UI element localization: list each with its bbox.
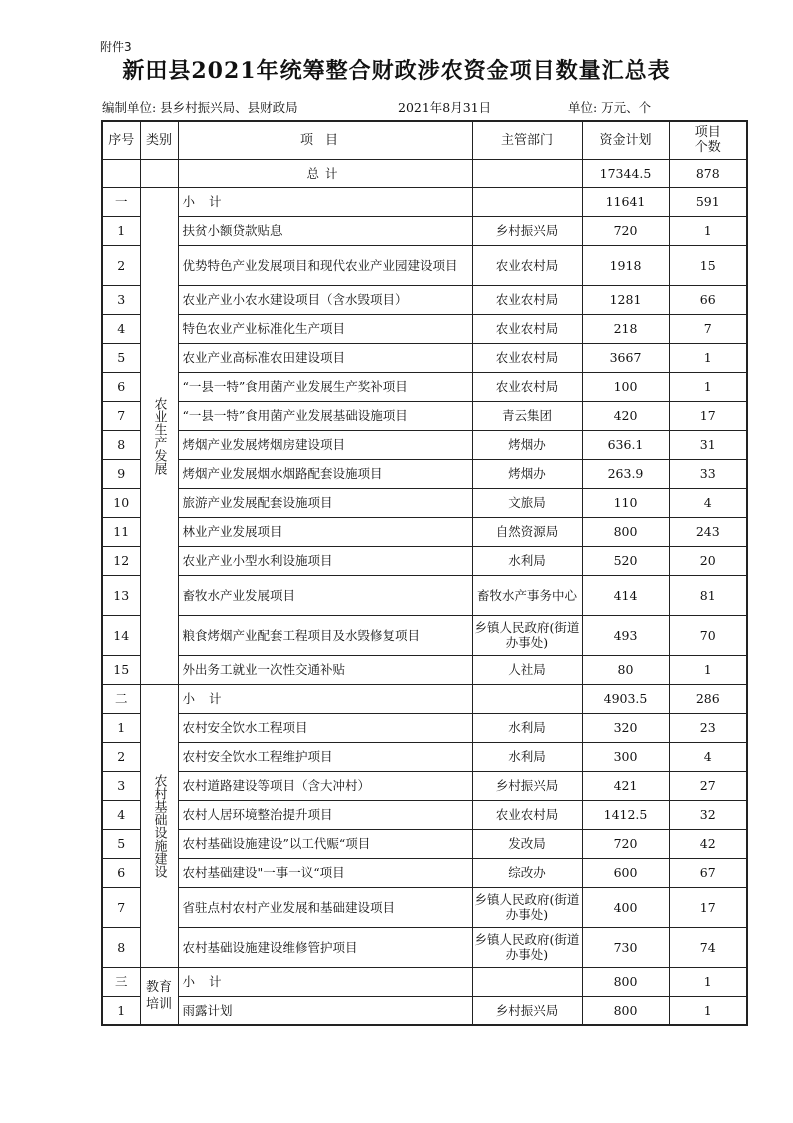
row-dept: 烤烟办 [472,459,582,488]
subtotal-dept-cell [472,187,582,216]
row-funds: 800 [582,517,669,546]
project-row [102,459,747,488]
row-project-name: 粮食烤烟产业配套工程项目及水毁修复项目 [178,615,472,655]
project-row [102,401,747,430]
subtotal-row [102,967,747,996]
row-dept: 自然资源局 [472,517,582,546]
subtotal-row [102,187,747,216]
row-project-name: 农村安全饮水工程维护项目 [178,742,472,771]
row-seq: 7 [102,887,140,927]
project-row [102,996,747,1025]
project-row [102,517,747,546]
row-seq: 15 [102,655,140,684]
row-count: 17 [669,887,747,927]
row-funds: 600 [582,858,669,887]
total-row [102,159,747,187]
row-seq: 13 [102,575,140,615]
row-funds: 520 [582,546,669,575]
subtotal-funds: 800 [582,967,669,996]
row-count: 81 [669,575,747,615]
group-seq: 二 [102,684,140,713]
row-dept: 乡村振兴局 [472,216,582,245]
project-row [102,546,747,575]
row-funds: 320 [582,713,669,742]
row-funds: 263.9 [582,459,669,488]
row-count: 27 [669,771,747,800]
subtotal-funds: 4903.5 [582,684,669,713]
row-seq: 3 [102,771,140,800]
row-dept: 乡镇人民政府(街道办事处) [472,615,582,655]
row-count: 1 [669,343,747,372]
row-project-name: 特色农业产业标准化生产项目 [178,314,472,343]
subtotal-count: 591 [669,187,747,216]
header-funds: 资金计划 [582,121,669,159]
row-project-name: 农村道路建设等项目（含大冲村） [178,771,472,800]
row-seq: 14 [102,615,140,655]
subtotal-dept-cell [472,967,582,996]
row-count: 1 [669,216,747,245]
row-project-name: 畜牧水产业发展项目 [178,575,472,615]
attachment-label: 附件3 [100,40,132,54]
row-dept: 文旅局 [472,488,582,517]
project-row [102,488,747,517]
row-seq: 2 [102,742,140,771]
project-row [102,615,747,655]
project-row [102,800,747,829]
project-row [102,655,747,684]
row-funds: 110 [582,488,669,517]
row-project-name: 烤烟产业发展烤烟房建设项目 [178,430,472,459]
total-funds: 17344.5 [582,159,669,187]
project-row [102,742,747,771]
row-dept: 乡镇人民政府(街道办事处) [472,887,582,927]
group-category: 农业生产发展 [140,187,178,684]
subtotal-funds: 11641 [582,187,669,216]
row-funds: 218 [582,314,669,343]
row-funds: 300 [582,742,669,771]
header-count-line2: 个数 [694,140,721,156]
row-seq: 7 [102,401,140,430]
row-count: 70 [669,615,747,655]
row-dept: 乡村振兴局 [472,771,582,800]
subtotal-label: 小计 [178,967,472,996]
row-count: 17 [669,401,747,430]
total-seq-cell [102,159,140,187]
row-seq: 9 [102,459,140,488]
subtotal-count: 286 [669,684,747,713]
row-dept: 畜牧水产事务中心 [472,575,582,615]
project-row [102,285,747,314]
row-count: 20 [669,546,747,575]
row-project-name: “一县一特”食用菌产业发展基础设施项目 [178,401,472,430]
row-count: 23 [669,713,747,742]
row-funds: 1281 [582,285,669,314]
row-funds: 1918 [582,245,669,285]
row-project-name: 农村人居环境整治提升项目 [178,800,472,829]
row-dept: 水利局 [472,713,582,742]
row-project-name: 农村基础建设"一事一议“项目 [178,858,472,887]
row-dept: 农业农村局 [472,800,582,829]
row-count: 74 [669,927,747,967]
row-seq: 5 [102,343,140,372]
row-project-name: 农村基础设施建设维修管护项目 [178,927,472,967]
row-funds: 400 [582,887,669,927]
row-dept: 农业农村局 [472,314,582,343]
row-count: 4 [669,488,747,517]
row-count: 1 [669,372,747,401]
row-dept: 农业农村局 [472,343,582,372]
project-row [102,245,747,285]
total-count: 878 [669,159,747,187]
row-dept: 综改办 [472,858,582,887]
row-dept: 青云集团 [472,401,582,430]
project-row [102,575,747,615]
row-funds: 720 [582,829,669,858]
subtotal-dept-cell [472,684,582,713]
header-row [102,121,747,159]
row-seq: 12 [102,546,140,575]
summary-table [101,120,748,1026]
document-title: 新田县2021年统筹整合财政涉农资金项目数量汇总表 [122,58,671,84]
row-seq: 2 [102,245,140,285]
row-seq: 6 [102,858,140,887]
row-dept: 农业农村局 [472,285,582,314]
project-row [102,829,747,858]
row-funds: 636.1 [582,430,669,459]
row-funds: 1412.5 [582,800,669,829]
group-seq: 一 [102,187,140,216]
project-row [102,858,747,887]
row-project-name: 农业产业小型水利设施项目 [178,546,472,575]
row-seq: 6 [102,372,140,401]
project-row [102,887,747,927]
row-seq: 4 [102,800,140,829]
subtotal-label: 小计 [178,187,472,216]
row-count: 66 [669,285,747,314]
project-row [102,216,747,245]
row-seq: 1 [102,216,140,245]
header-dept: 主管部门 [472,121,582,159]
row-count: 1 [669,996,747,1025]
row-project-name: 农村基础设施建设”以工代赈“项目 [178,829,472,858]
row-funds: 3667 [582,343,669,372]
group-category: 教育培训 [140,967,178,1025]
row-funds: 414 [582,575,669,615]
row-project-name: 农村安全饮水工程项目 [178,713,472,742]
group-seq: 三 [102,967,140,996]
row-project-name: 烤烟产业发展烟水烟路配套设施项目 [178,459,472,488]
row-count: 7 [669,314,747,343]
header-category: 类别 [140,121,178,159]
row-count: 243 [669,517,747,546]
row-dept: 农业农村局 [472,245,582,285]
row-count: 42 [669,829,747,858]
row-count: 4 [669,742,747,771]
row-seq: 1 [102,713,140,742]
row-project-name: 外出务工就业一次性交通补贴 [178,655,472,684]
row-project-name: 雨露计划 [178,996,472,1025]
row-dept: 农业农村局 [472,372,582,401]
row-project-name: 农业产业小农水建设项目（含水毁项目） [178,285,472,314]
row-seq: 8 [102,927,140,967]
row-funds: 493 [582,615,669,655]
project-row [102,771,747,800]
row-seq: 10 [102,488,140,517]
total-label: 总计 [178,159,472,187]
row-dept: 水利局 [472,546,582,575]
row-count: 31 [669,430,747,459]
row-project-name: 旅游产业发展配套设施项目 [178,488,472,517]
row-funds: 421 [582,771,669,800]
document-date: 2021年8月31日 [398,100,492,115]
project-row [102,430,747,459]
row-seq: 5 [102,829,140,858]
row-seq: 1 [102,996,140,1025]
row-count: 1 [669,655,747,684]
row-seq: 8 [102,430,140,459]
group-category: 农村基础设施建设 [140,684,178,967]
row-dept: 人社局 [472,655,582,684]
project-row [102,343,747,372]
row-seq: 3 [102,285,140,314]
subtotal-label: 小计 [178,684,472,713]
row-funds: 800 [582,996,669,1025]
project-row [102,372,747,401]
compiling-unit: 编制单位: 县乡村振兴局、县财政局 [102,100,298,115]
row-project-name: “一县一特”食用菌产业发展生产奖补项目 [178,372,472,401]
row-funds: 80 [582,655,669,684]
row-seq: 4 [102,314,140,343]
row-count: 33 [669,459,747,488]
header-seq: 序号 [102,121,140,159]
measurement-units: 单位: 万元、个 [568,100,652,115]
row-funds: 100 [582,372,669,401]
subtotal-count: 1 [669,967,747,996]
row-funds: 420 [582,401,669,430]
row-count: 67 [669,858,747,887]
total-category-cell [140,159,178,187]
row-funds: 720 [582,216,669,245]
row-project-name: 优势特色产业发展项目和现代农业产业园建设项目 [178,245,472,285]
row-dept: 乡村振兴局 [472,996,582,1025]
row-dept: 发改局 [472,829,582,858]
row-dept: 水利局 [472,742,582,771]
header-count-line1: 项目 [694,125,721,141]
total-dept-cell [472,159,582,187]
row-funds: 730 [582,927,669,967]
row-count: 32 [669,800,747,829]
row-project-name: 省驻点村农村产业发展和基础建设项目 [178,887,472,927]
row-project-name: 林业产业发展项目 [178,517,472,546]
row-project-name: 农业产业高标准农田建设项目 [178,343,472,372]
header-count [669,121,747,159]
row-dept: 乡镇人民政府(街道办事处) [472,927,582,967]
project-row [102,927,747,967]
project-row [102,713,747,742]
row-project-name: 扶贫小额贷款贴息 [178,216,472,245]
row-dept: 烤烟办 [472,430,582,459]
row-seq: 11 [102,517,140,546]
row-count: 15 [669,245,747,285]
header-project: 项目 [178,121,472,159]
project-row [102,314,747,343]
subtotal-row [102,684,747,713]
